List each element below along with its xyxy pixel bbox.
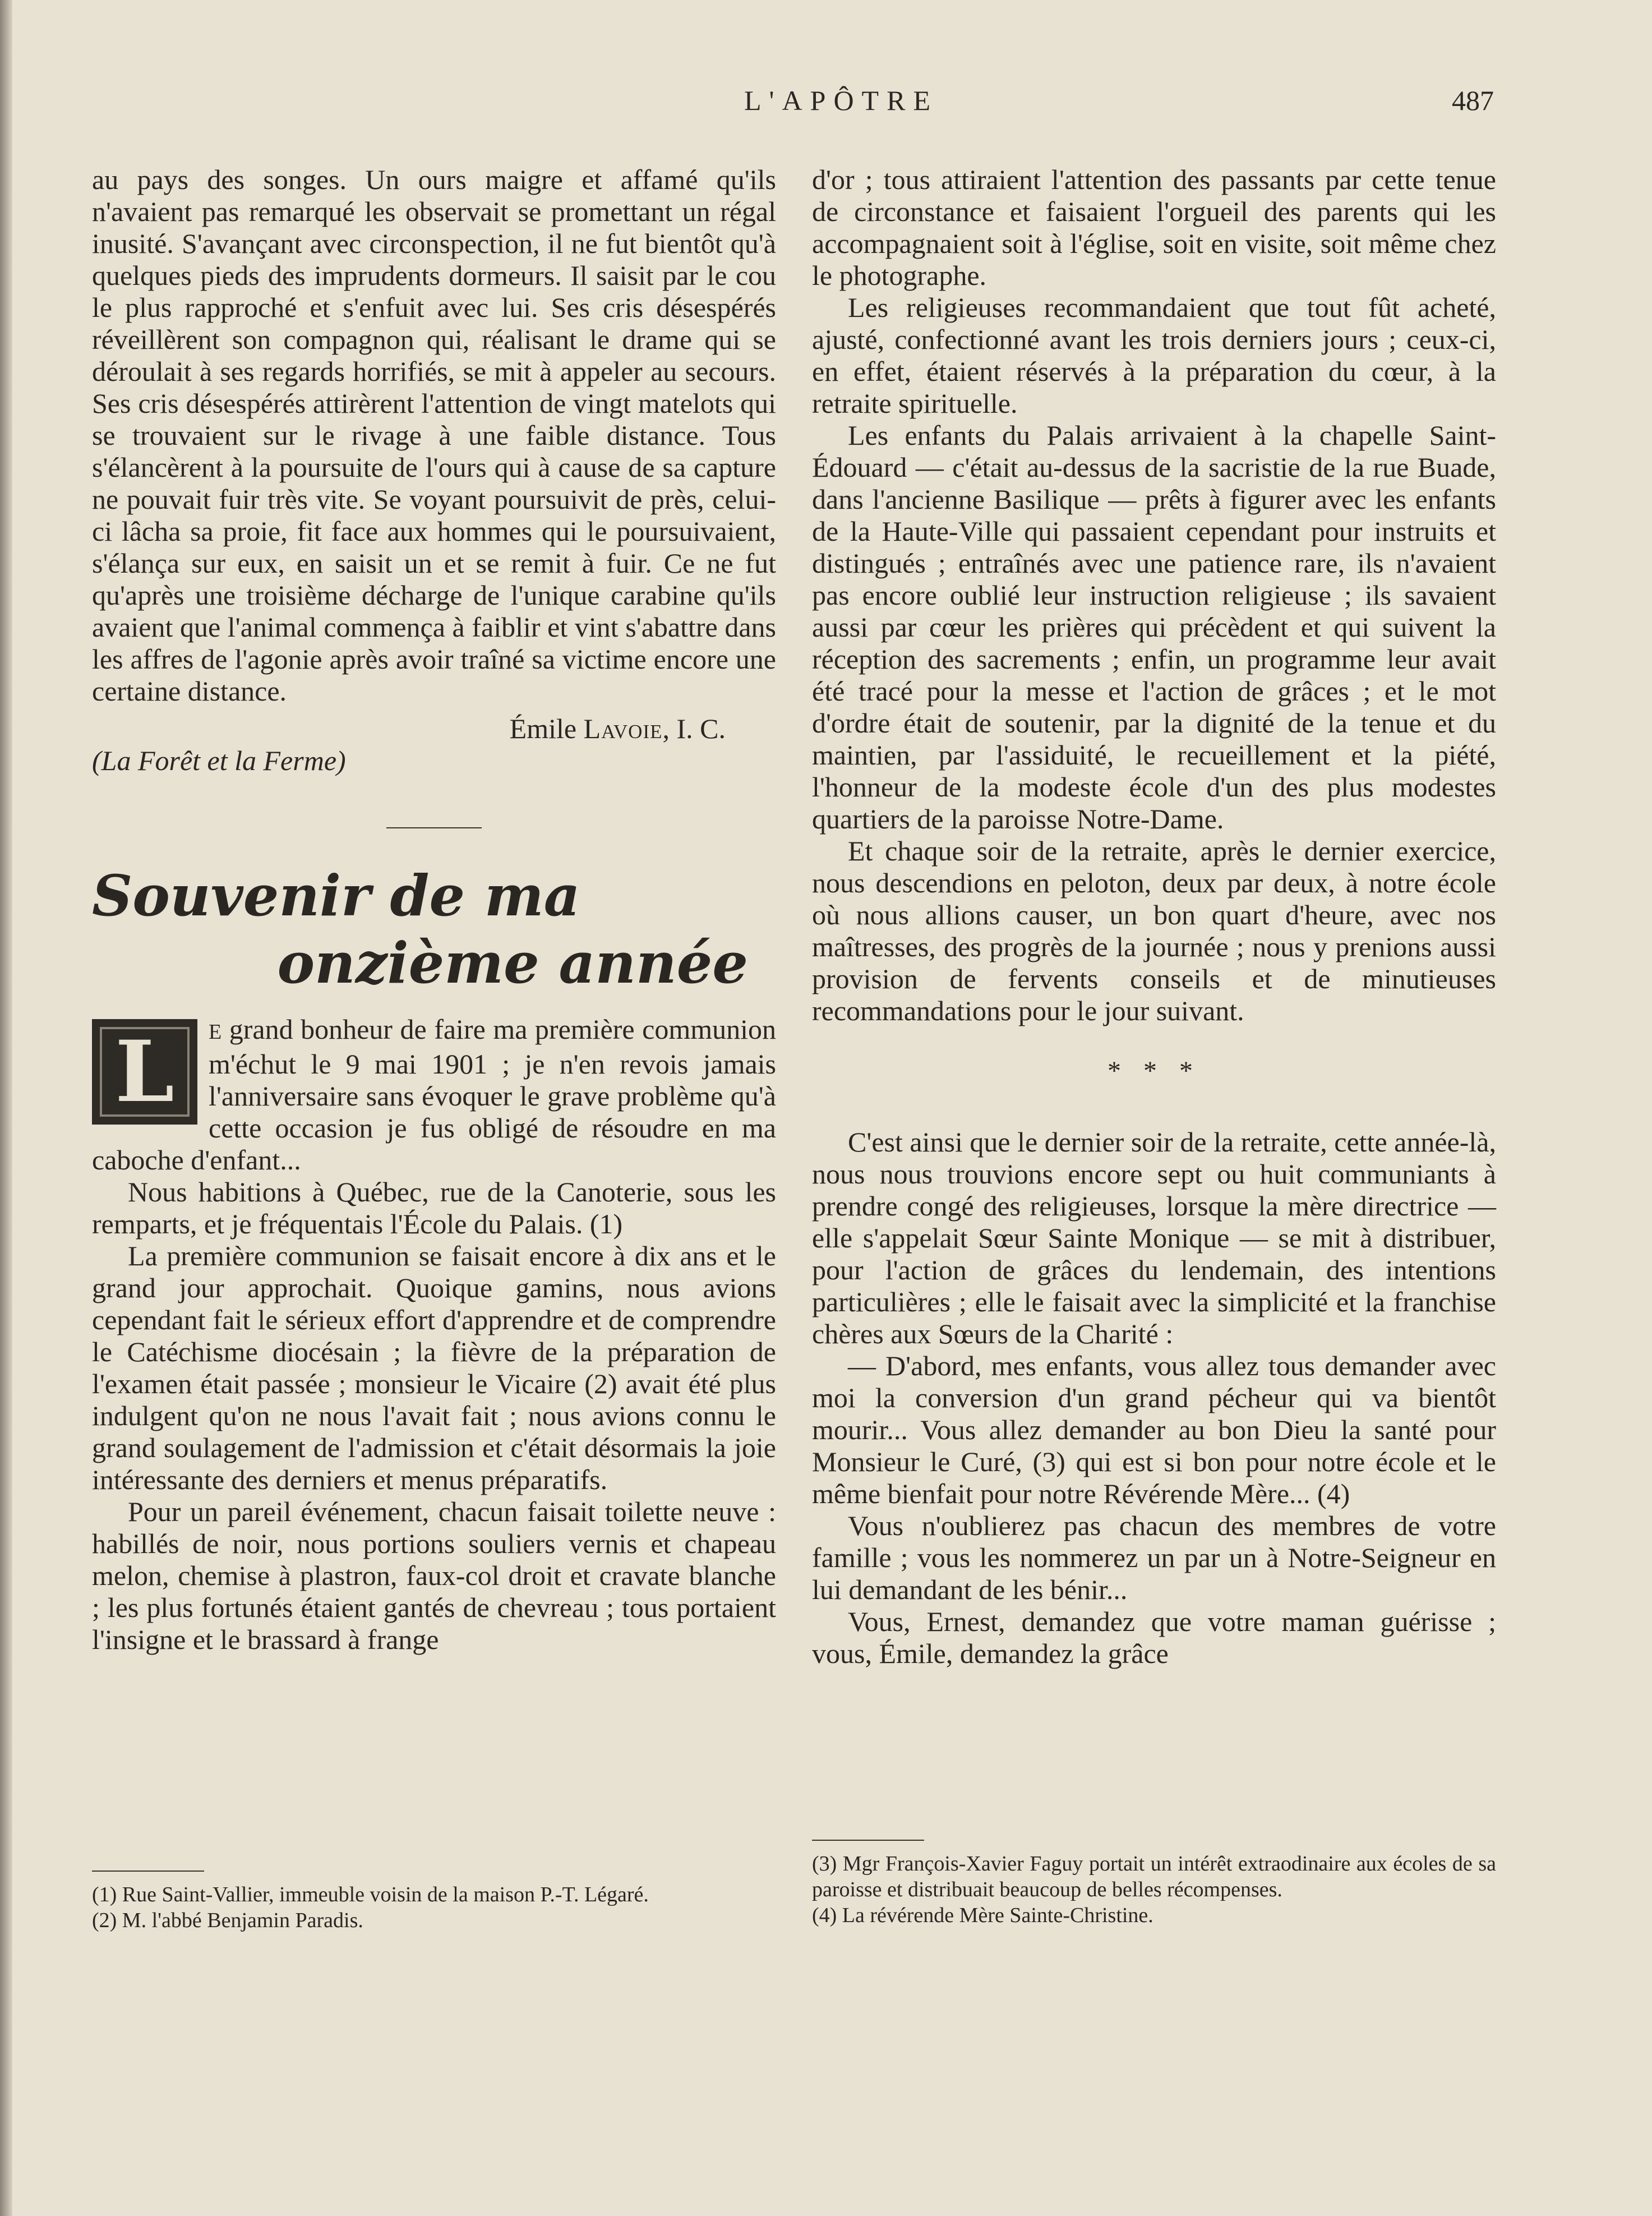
author-signature [92, 713, 776, 745]
left-column [92, 164, 776, 1656]
paragraph-continuation: d'or ; tous attiraient l'attention des passants par cette tenue de circonstance et faisaient l'orgueil des parents qui les accompagnaient soit à l'église, soit en visite, soit même chez le photographe. [812, 164, 1496, 291]
footnote-4: (4) La révérende Mère Sainte-Christine. [812, 1904, 1153, 1927]
paragraph: Les religieuses recommandaient que tout fût acheté, ajusté, confectionné avant les trois derniers jours ; ceux-ci, en effet, étaient réservés à la préparation du cœur, à la retraite spirituelle. [812, 292, 1496, 419]
left-footnotes [92, 1859, 776, 1933]
article-title-line-1: Souvenir de ma [92, 863, 580, 929]
paragraph: La première communion se faisait encore à dix ans et le grand jour approchait. Quoique gamins, nous avions cependant fait le sérieux effort d'apprendre et de comprendre le Catéchisme diocésain ; la fièvre de la préparation de l'examen était passée ; monsieur le Vicaire (2) avait été plus indulgent qu'on ne nous l'avait fait ; nous avions connu le grand soulagement de l'admission et c'était désormais la joie intéressante des derniers et menus préparatifs. [92, 1240, 776, 1495]
paragraph: Vous n'oublierez pas chacun des membres de votre famille ; vous les nommerez un par un à Notre-Seigneur en lui demandant de les bénir... [812, 1510, 1496, 1605]
article-title-line-2: onzième année [277, 930, 748, 996]
right-column [812, 164, 1496, 1670]
article-body-start [92, 1013, 776, 1176]
section-break-asterisks: * * * [1108, 1056, 1201, 1086]
footnote-rule [812, 1840, 924, 1841]
article-title [92, 862, 776, 997]
footnote-2: (2) M. l'abbé Benjamin Paradis. [92, 1909, 363, 1932]
paragraph: Les enfants du Palais arrivaient à la chapelle Saint-Édouard — c'était au-dessus de la sacristie de la rue Buade, dans l'ancienne Basilique — prêts à figurer avec les enfants de la Haute-Ville qui passaient cependant pour instruits et distingués ; entraînés avec une patience rare, ils n'avaient pas encore oublié leur instruction religieuse ; ils savaient aussi par cœur les prières qui précèdent et qui suivent la réception des sacrements ; enfin, un programme leur avait été tracé pour la messe et l'action de grâces ; et le mot d'ordre était de soutenir, par la dignité de la tenue et du maintien, par l'assiduité, le recueillement et la piété, l'honneur de la modeste école d'un des plus modestes quartiers de la paroisse Notre-Dame. [812, 420, 1496, 835]
author-last-name: Lavoie [583, 713, 663, 744]
footnote-1: (1) Rue Saint-Vallier, immeuble voisin de la maison P.-T. Légaré. [92, 1883, 649, 1906]
paragraph: Pour un pareil événement, chacun faisait toilette neuve : habillés de noir, nous portions souliers vernis et chapeau melon, chemise à plastron, faux-col droit et cravate blanche ; les plus fortunés étaient gantés de chevreau ; tous portaient l'insigne et le brassard à frange [92, 1496, 776, 1655]
paragraph: Vous, Ernest, demandez que votre maman guérisse ; vous, Émile, demandez la grâce [812, 1606, 1496, 1669]
source-citation: (La Forêt et la Ferme) [92, 745, 346, 776]
paragraph: — D'abord, mes enfants, vous allez tous demander avec moi la conversion d'un grand pécheur qui va bientôt mourir... Vous allez demander au bon Dieu la santé pour Monsieur le Curé, (3) qui est si bon pour notre école et le même bienfait pour notre Révérende Mère... (4) [812, 1350, 1496, 1509]
paragraph: C'est ainsi que le dernier soir de la retraite, cette année-là, nous nous trouvions encore sept ou huit communiants à prendre congé des religieuses, lorsque la mère directrice — elle s'appelait Sœur Sainte Monique — se mit à distribuer, pour l'action de grâces du lendemain, des intentions particulières ; elle le faisait avec la simplicité et la franchise chères aux Sœurs de la Charité : [812, 1126, 1496, 1349]
first-paragraph-text: grand bonheur de faire ma première communion m'échut le 9 mai 1901 ; je n'en revois jamais l'anniversaire sans évoquer le grave problème qu'à cette occasion je fus obligé de résoudre en ma caboche d'enfant... [92, 1013, 776, 1176]
ornamental-dropcap: L [92, 1019, 197, 1125]
page-number: 487 [1452, 85, 1494, 116]
page-edge-shadow [0, 0, 12, 2216]
author-suffix: , I. C. [662, 713, 726, 744]
first-paragraph-smallcap: E [209, 1020, 222, 1044]
author-first-name: Émile [509, 713, 577, 744]
footnote-3: (3) Mgr François-Xavier Faguy portait un intérêt extraodinaire aux écoles de sa paroisse et distribuait beaucoup de belles récompenses. [812, 1852, 1496, 1901]
running-head: L'APÔTRE [744, 85, 938, 116]
paragraph: Et chaque soir de la retraite, après le dernier exercice, nous descendions en peloton, deux par deux, à notre école où nous allions causer, un bon quart d'heure, avec nos maîtresses, des progrès de la journée ; nous y prenions aussi provision de fervents conseils et de minutieuses recommandations pour le jour suivant. [812, 835, 1496, 1026]
footnote-rule [92, 1871, 204, 1872]
paragraph: Nous habitions à Québec, rue de la Canoterie, sous les remparts, et je fréquentais l'École du Palais. (1) [92, 1176, 776, 1240]
article-continuation-paragraph: au pays des songes. Un ours maigre et affamé qu'ils n'avaient pas remarqué les observait se promettant un régal inusité. S'avançant avec circonspection, il ne fut bientôt qu'à quelques pieds des imprudents dormeurs. Il saisit par le cou le plus rapproché et s'enfuit avec lui. Ses cris désespérés réveillèrent son compagnon qui, réalisant le drame qui se déroulait à ses regards horrifiés, se mit à appeler au secours. Ses cris désespérés attirèrent l'attention de vingt matelots qui se trouvaient sur le rivage à une faible distance. Tous s'élancèrent à la poursuite de l'ours qui à cause de sa capture ne pouvait fuir très vite. Se voyant poursuivit de près, celui-ci lâcha sa proie, fit face aux hommes qui le poursuivaient, s'élança sur eux, en saisit un et se remit à fuir. Ce ne fut qu'après une troisième décharge de l'unique carabine qu'ils avaient que l'animal commença à faiblir et vint s'abattre dans les affres de l'agonie après avoir traîné sa victime encore une certaine distance. [92, 164, 776, 707]
right-footnotes [812, 1828, 1496, 1928]
section-separator-rule [386, 827, 482, 828]
